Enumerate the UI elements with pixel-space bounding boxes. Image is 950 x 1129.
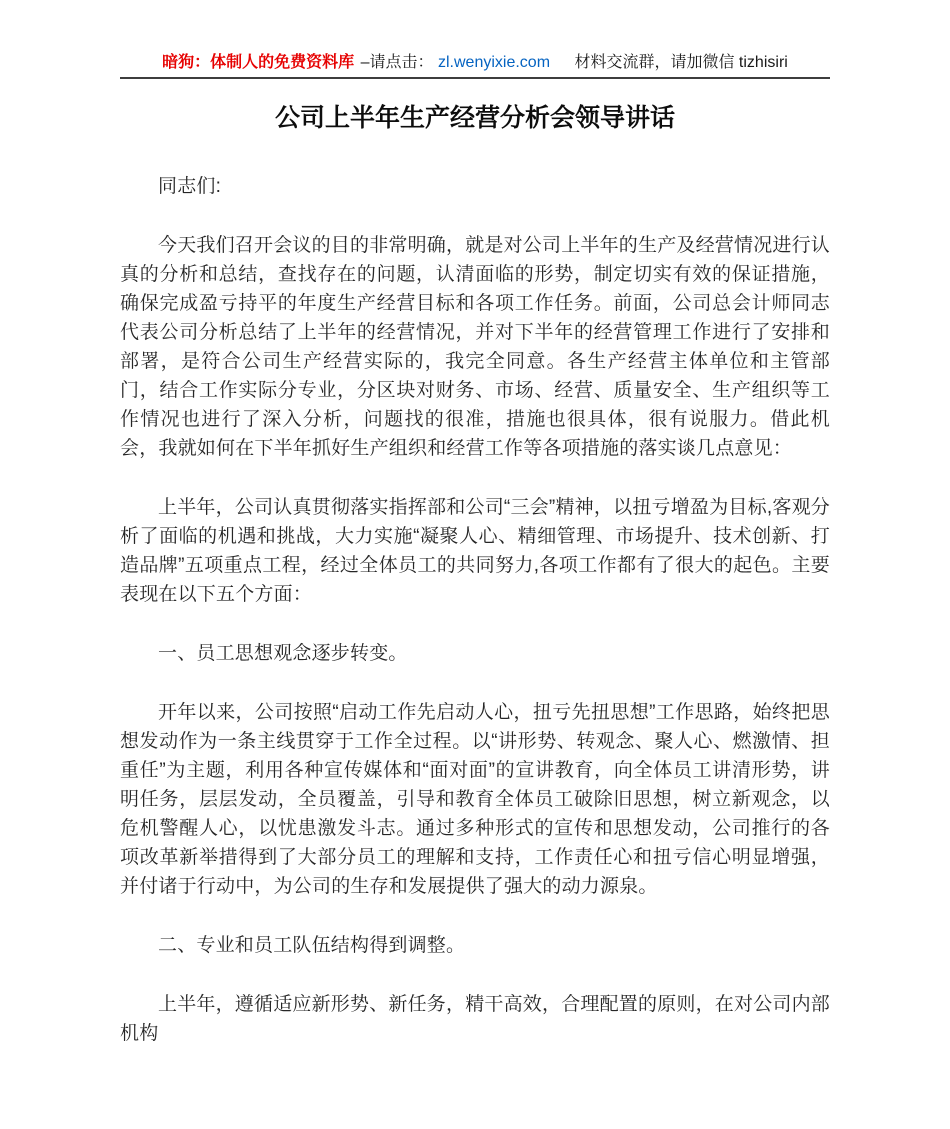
page-content — [120, 0, 830, 1048]
promo-header — [120, 0, 830, 74]
page-title: 公司上半年生产经营分析会领导讲话 — [274, 104, 675, 132]
promo-prefix-text: –请点击： — [360, 54, 434, 71]
promo-suffix-text: 材料交流群，请加微信 tizhisiri — [574, 54, 788, 71]
paragraph-section-1-body: 开年以来，公司按照“启动工作先启动人心，扭亏先扭思想”工作思路，始终把思想发动作为一条主线贯穿于工作全过程。以“讲形势、转观念、聚人心、燃激情、担重任”为主题，利用各种宣传媒体和“面对面”的宣讲教育，向全体员工讲清形势，讲明任务，层层发动，全员覆盖，引导和教育全体员工破除旧思想，树立新观念，以危机警醒人心，以忧患激发斗志。通过多种形式的宣传和思想发动，公司推行的各项改革新举措得到了大部分员工的理解和支持，工作责任心和扭亏信心明显增强，并付诸于行动中，为公司的生存和发展提供了强大的动力源泉。 — [120, 702, 830, 897]
paragraph-section-2-body: 上半年，遵循适应新形势、新任务，精干高效，合理配置的原则，在对公司内部机构 — [120, 994, 831, 1044]
promo-link[interactable]: zl.wenyixie.com — [438, 54, 551, 71]
paragraph-intro: 今天我们召开会议的目的非常明确，就是对公司上半年的生产及经营情况进行认真的分析和总结，查找存在的问题，认清面临的形势，制定切实有效的保证措施，确保完成盈亏持平的年度生产经营目标和各项工作任务。前面，公司总会计师同志代表公司分析总结了上半年的经营情况，并对下半年的经营管理工作进行了安排和部署，是符合公司生产经营实际的，我完全同意。各生产经营主体单位和主管部门，结合工作实际分专业，分区块对财务、市场、经营、质量安全、生产组织等工作情况也进行了深入分析，问题找的很准，措施也很具体，很有说服力。借此机会，我就如何在下半年抓好生产组织和经营工作等各项措施的落实谈几点意见： — [120, 235, 831, 459]
promo-brand-text: 暗狗：体制人的免费资料库 — [162, 54, 355, 71]
paragraph-salutation: 同志们: — [158, 176, 222, 197]
section-heading-2: 二、专业和员工队伍结构得到调整。 — [158, 935, 466, 956]
paragraph-overview: 上半年，公司认真贯彻落实指挥部和公司“三会”精神，以扭亏增盈为目标,客观分析了面临的机遇和挑战，大力实施“凝聚人心、精细管理、市场提升、技术创新、打造品牌”五项重点工程，经过全体员工的共同努力,各项工作都有了很大的起色。主要表现在以下五个方面： — [120, 497, 830, 605]
section-heading-1: 一、员工思想观念逐步转变。 — [158, 643, 408, 664]
header-divider — [120, 77, 830, 79]
